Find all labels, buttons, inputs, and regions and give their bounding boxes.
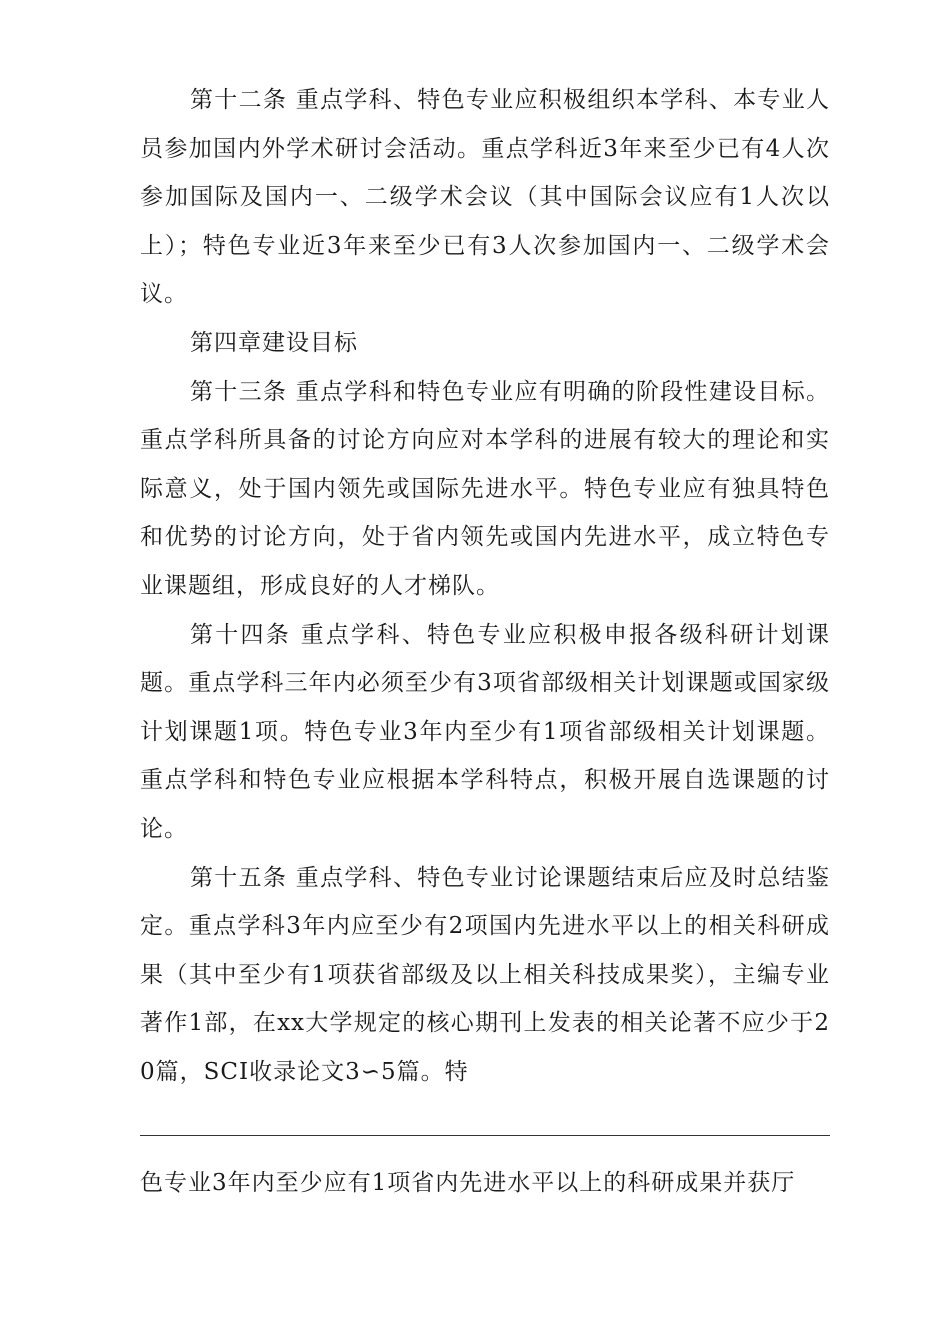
article-14-paragraph: 第十四条 重点学科、特色专业应积极申报各级科研计划课题。重点学科三年内必须至少有3项省部级相关计划课题或国家级计划课题1项。特色专业3年内至少有1项省部级相关计划课题。重点学科和特色专业应根据本学科特点，积极开展自选课题的讨论。	[140, 621, 830, 842]
article-15-paragraph: 第十五条 重点学科、特色专业讨论课题结束后应及时总结鉴定。重点学科3年内应至少有2项国内先进水平以上的相关科研成果（其中至少有1项获省部级及以上相关科技成果奖），主编专业著作1部，在xx大学规定的核心期刊上发表的相关论著不应少于20篇，SCI收录论文3∽5篇。特	[140, 864, 830, 1085]
article-13-paragraph: 第十三条 重点学科和特色专业应有明确的阶段性建设目标。重点学科所具备的讨论方向应对本学科的进展有较大的理论和实际意义，处于国内领先或国际先进水平。特色专业应有独具特色和优势的讨论方向，处于省内领先或国内先进水平，成立特色专业课题组，形成良好的人才梯队。	[140, 378, 830, 599]
chapter-4-heading: 第四章建设目标	[190, 329, 358, 356]
document-page	[140, 76, 830, 1096]
next-page-content	[140, 1159, 830, 1208]
page-break-divider	[140, 1135, 830, 1136]
article-12-paragraph: 第十二条 重点学科、特色专业应积极组织本学科、本专业人员参加国内外学术研讨会活动。重点学科近3年来至少已有4人次参加国际及国内一、二级学术会议（其中国际会议应有1人次以上）；特色专业近3年来至少已有3人次参加国内一、二级学术会议。	[140, 87, 830, 308]
continuation-line: 色专业3年内至少应有1项省内先进水平以上的科研成果并获厅	[140, 1170, 796, 1196]
